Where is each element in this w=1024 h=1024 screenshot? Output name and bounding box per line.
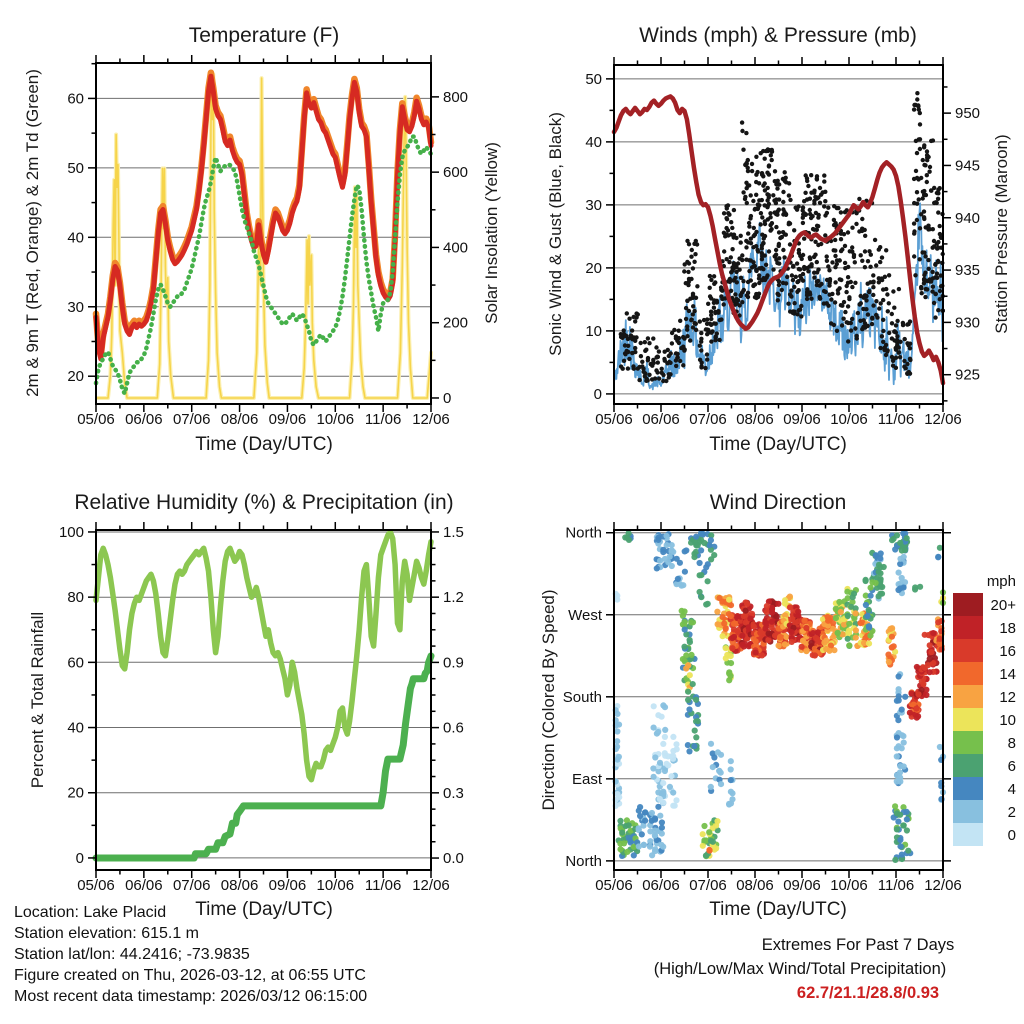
x-tick-label: 10/06	[830, 877, 868, 894]
colorbar-swatch	[953, 616, 983, 639]
y-right-tick-label: 1.5	[443, 523, 464, 541]
colorbar-swatch	[953, 662, 983, 685]
x-tick-label: 05/06	[595, 411, 633, 428]
winds_pressure-plot	[585, 57, 980, 428]
y-left-tick-label: 0	[75, 849, 84, 867]
y-right-tick-label: 1.2	[443, 589, 464, 607]
x-tick-label: 12/06	[924, 877, 962, 894]
x-tick-label: 08/06	[736, 411, 774, 428]
x-tick-label: 12/06	[412, 411, 450, 428]
y-left-tick-label: North	[565, 524, 602, 542]
x-tick-label: 06/06	[125, 877, 163, 894]
footer-timestamp: Most recent data timestamp: 2026/03/12 06:15:00	[14, 988, 368, 1005]
extremes-values: 62.7/21.1/28.8/0.93	[796, 984, 940, 1002]
panel-title-rh-precip: Relative Humidity (%) & Precipitation (in)	[74, 491, 454, 514]
extremes-title: Extremes For Past 7 Days	[761, 936, 955, 954]
temperature-plot	[67, 55, 468, 428]
y-left-tick-label: 30	[585, 196, 602, 214]
y-right-tick-label: 0.6	[443, 719, 464, 737]
x-tick-label: 12/06	[924, 411, 962, 428]
y-right-tick-label: 0.9	[443, 654, 464, 672]
y-label-solar: Solar Insolation (Yellow)	[482, 142, 501, 324]
y-left-tick-label: West	[568, 606, 602, 624]
colorbar-label: 14	[999, 666, 1016, 683]
colorbar-label: 16	[999, 643, 1016, 660]
y-right-tick-label: 945	[955, 157, 981, 175]
colorbar-swatch	[953, 800, 983, 823]
y-left-tick-label: 60	[67, 90, 84, 108]
y-right-tick-label: 800	[443, 88, 469, 106]
colorbar-label: 6	[1007, 758, 1016, 775]
x-tick-label: 05/06	[77, 411, 115, 428]
x-tick-label: 07/06	[689, 877, 727, 894]
y-right-tick-label: 0	[443, 389, 452, 407]
footer-created: Figure created on Thu, 2026-03-12, at 06:55 UTC	[14, 967, 366, 984]
y-left-tick-label: 100	[58, 523, 84, 541]
y-left-tick-label: 10	[585, 322, 602, 340]
colorbar-swatch	[953, 685, 983, 708]
colorbar-swatch	[953, 731, 983, 754]
y-right-tick-label: 935	[955, 262, 981, 280]
y-left-tick-label: 20	[67, 368, 84, 386]
x-axis-title-4: Time (Day/UTC)	[709, 899, 847, 920]
wind_gusts-dots	[619, 91, 945, 383]
y-right-tick-label: 925	[955, 366, 981, 384]
x-axis-title-3: Time (Day/UTC)	[195, 899, 333, 920]
y-left-tick-label: 30	[67, 298, 84, 316]
y-left-tick-label: South	[562, 688, 602, 706]
y-label-wind: Sonic Wind & Gust (Blue, Black)	[546, 112, 565, 356]
x-tick-label: 08/06	[736, 877, 774, 894]
x-tick-label: 10/06	[316, 877, 355, 894]
wind_direction-plot	[563, 522, 962, 894]
colorbar-label: 18	[999, 620, 1016, 637]
x-axis-title-1: Time (Day/UTC)	[195, 434, 333, 455]
x-tick-label: 10/06	[316, 411, 355, 428]
y-left-tick-label: 0	[593, 385, 602, 403]
colorbar-label: 20+	[990, 597, 1016, 614]
speed-colorbar	[953, 573, 1016, 846]
x-tick-label: 06/06	[642, 411, 680, 428]
y-left-tick-label: 40	[67, 229, 84, 247]
colorbar-swatch	[953, 639, 983, 662]
colorbar-title: mph	[986, 573, 1016, 590]
y-left-tick-label: 60	[67, 654, 84, 672]
y-left-tick-label: 50	[67, 159, 84, 177]
y-right-tick-label: 400	[443, 239, 469, 257]
colorbar-swatch	[953, 593, 983, 616]
colorbar-label: 8	[1007, 735, 1016, 752]
colorbar-label: 4	[1007, 781, 1016, 798]
x-axis-title-2: Time (Day/UTC)	[709, 434, 847, 455]
x-tick-label: 06/06	[642, 877, 680, 894]
y-left-tick-label: 40	[67, 719, 84, 737]
x-tick-label: 09/06	[268, 877, 307, 894]
colorbar-swatch	[953, 777, 983, 800]
x-tick-label: 09/06	[783, 877, 821, 894]
extremes-subtitle: (High/Low/Max Wind/Total Precipitation)	[653, 960, 947, 978]
x-tick-label: 08/06	[220, 411, 259, 428]
x-tick-label: 07/06	[172, 411, 211, 428]
x-tick-label: 11/06	[877, 411, 915, 428]
x-tick-label: 07/06	[172, 877, 211, 894]
panel-title-winds-pressure: Winds (mph) & Pressure (mb)	[639, 24, 917, 47]
y-right-tick-label: 600	[443, 164, 469, 182]
x-tick-label: 12/06	[412, 877, 450, 894]
x-tick-label: 05/06	[595, 877, 633, 894]
x-tick-label: 06/06	[125, 411, 163, 428]
y-left-tick-label: 40	[585, 133, 602, 151]
y-label-percent-rain: Percent & Total Rainfall	[28, 611, 47, 789]
y-right-tick-label: 200	[443, 314, 469, 332]
footer-location: Location: Lake Placid	[14, 904, 167, 921]
y-right-tick-label: 940	[955, 209, 981, 227]
colorbar-swatch	[953, 823, 983, 846]
y-left-tick-label: East	[571, 770, 602, 788]
rh_precip-plot	[59, 522, 464, 894]
x-tick-label: 07/06	[689, 411, 727, 428]
x-tick-label: 11/06	[877, 877, 915, 894]
y-right-tick-label: 0.3	[443, 784, 464, 802]
y-label-pressure: Station Pressure (Maroon)	[992, 134, 1011, 334]
x-tick-label: 08/06	[220, 877, 259, 894]
x-tick-label: 10/06	[830, 411, 868, 428]
y-left-tick-label: 80	[67, 589, 84, 607]
panel-title-wind-direction: Wind Direction	[709, 491, 847, 514]
colorbar-label: 12	[999, 689, 1016, 706]
colorbar-swatch	[953, 708, 983, 731]
x-tick-label: 05/06	[77, 877, 115, 894]
colorbar-label: 10	[999, 712, 1016, 729]
colorbar-swatch	[953, 754, 983, 777]
y-label-direction: Direction (Colored By Speed)	[539, 589, 558, 811]
x-tick-label: 11/06	[364, 411, 402, 428]
colorbar-label: 0	[1007, 827, 1016, 844]
y-left-tick-label: 20	[585, 259, 602, 277]
x-tick-label: 09/06	[783, 411, 821, 428]
panel-title-temperature: Temperature (F)	[188, 24, 340, 47]
x-tick-label: 11/06	[364, 877, 402, 894]
x-tick-label: 09/06	[268, 411, 307, 428]
y-right-tick-label: 950	[955, 105, 981, 123]
y-left-tick-label: 20	[67, 784, 84, 802]
footer-latlon: Station lat/lon: 44.2416; -73.9835	[14, 946, 250, 963]
colorbar-label: 2	[1007, 804, 1016, 821]
y-right-tick-label: 0.0	[443, 850, 464, 868]
relative_humidity-line	[96, 532, 431, 780]
y-left-tick-label: 50	[585, 70, 602, 88]
footer-elevation: Station elevation: 615.1 m	[14, 925, 200, 942]
y-right-tick-label: 930	[955, 314, 981, 332]
y-left-tick-label: North	[565, 852, 602, 870]
total_rainfall-line	[96, 656, 431, 858]
y-label-temperature: 2m & 9m T (Red, Orange) & 2m Td (Green)	[23, 69, 42, 397]
